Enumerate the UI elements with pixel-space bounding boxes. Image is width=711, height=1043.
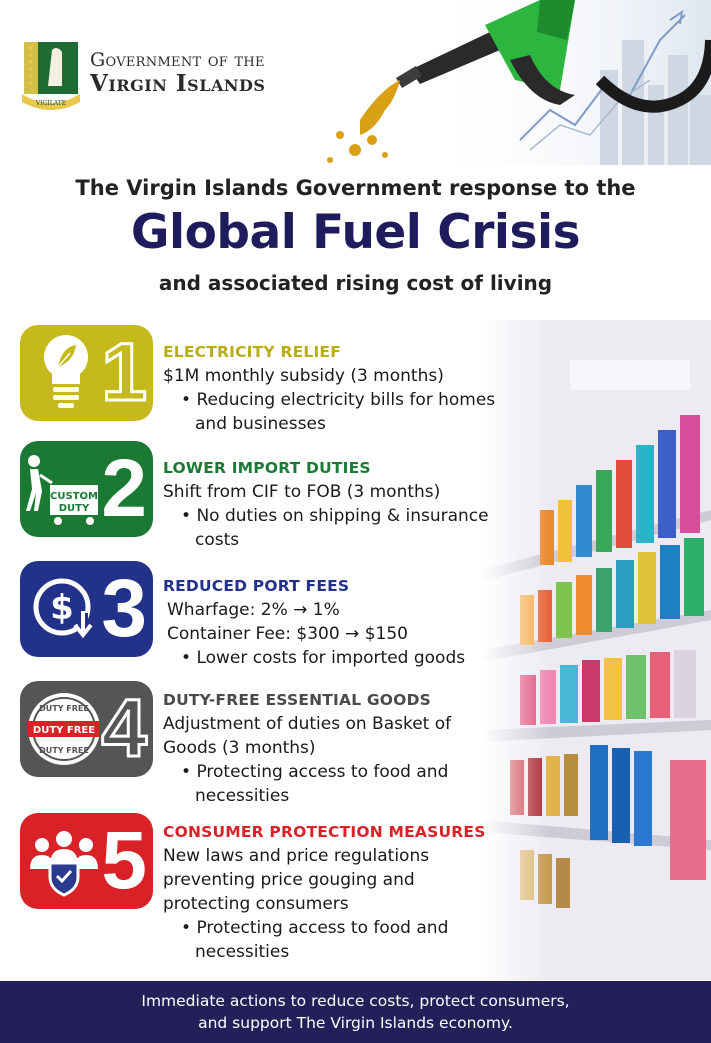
stamp-text-top: DUTY FREE — [39, 704, 89, 713]
item-heading: REDUCED PORT FEES — [163, 577, 350, 595]
badge-duty-free-goods — [20, 681, 153, 777]
item-bullet: • Lower costs for imported goods — [185, 646, 503, 670]
badge-consumer-protection — [20, 813, 153, 909]
badge-number-4: 4 — [101, 683, 147, 774]
item-heading: CONSUMER PROTECTION MEASURES — [163, 823, 486, 841]
item-heading: LOWER IMPORT DUTIES — [163, 459, 371, 477]
badge-number-5: 5 — [101, 815, 147, 906]
item-lower-import-duties — [163, 456, 503, 552]
svg-text:$: $ — [50, 588, 74, 628]
footer-banner — [0, 981, 711, 1043]
stamp-text-bottom: DUTY FREE — [39, 746, 89, 755]
item-line: $1M monthly subsidy (3 months) — [163, 366, 444, 386]
badge-number-2: 2 — [101, 443, 147, 534]
footer-line-1: Immediate actions to reduce costs, protect consumers, — [141, 992, 570, 1010]
item-bullet: • No duties on shipping & insurance costs — [185, 504, 503, 552]
item-bullet: • Reducing electricity bills for homes and businesses — [185, 388, 503, 436]
item-line: protecting consumers — [163, 894, 349, 914]
item-line: Wharfage: 2% → 1% — [167, 600, 340, 620]
item-line: preventing price gouging and — [163, 870, 415, 890]
badge-lower-import-duties — [20, 441, 153, 537]
title-line-3: and associated rising cost of living — [158, 271, 553, 295]
coat-of-arms-logo — [20, 40, 82, 110]
logo-wordmark — [90, 48, 265, 96]
item-line: New laws and price regulations — [163, 846, 430, 866]
page-title: Global Fuel Crisis — [130, 205, 581, 260]
item-reduced-port-fees — [163, 574, 503, 670]
badge-electricity-relief — [20, 325, 153, 421]
item-bullet: • Protecting access to food and necessities — [185, 916, 515, 964]
item-consumer-protection — [163, 820, 533, 964]
badge-text-custom: CUSTOM — [50, 491, 98, 502]
item-line: Container Fee: $300 → $150 — [167, 624, 408, 644]
badge-reduced-port-fees — [20, 561, 153, 657]
logo-motto: VIGILATE — [35, 100, 67, 107]
item-duty-free-goods — [163, 688, 503, 808]
item-line: Goods (3 months) — [163, 738, 316, 758]
badge-number-3: 3 — [101, 563, 147, 654]
badge-text-duty: DUTY — [58, 503, 90, 514]
item-electricity-relief — [163, 340, 503, 436]
item-heading: ELECTRICITY RELIEF — [163, 343, 341, 361]
stamp-text-middle: DUTY FREE — [32, 725, 96, 736]
item-line: Adjustment of duties on Basket of — [163, 714, 452, 734]
item-heading: DUTY-FREE ESSENTIAL GOODS — [163, 691, 431, 709]
logo-line-2: Virgin Islands — [90, 70, 266, 97]
badge-number-1: 1 — [101, 327, 147, 418]
logo-line-1: Government of the — [90, 49, 265, 71]
footer-line-2: and support The Virgin Islands economy. — [198, 1014, 513, 1032]
fuel-nozzle-illustration — [300, 0, 711, 175]
title-line-1: The Virgin Islands Government response to the — [75, 176, 636, 200]
item-line: Shift from CIF to FOB (3 months) — [163, 482, 441, 502]
item-bullet: • Protecting access to food and necessities — [185, 760, 503, 808]
